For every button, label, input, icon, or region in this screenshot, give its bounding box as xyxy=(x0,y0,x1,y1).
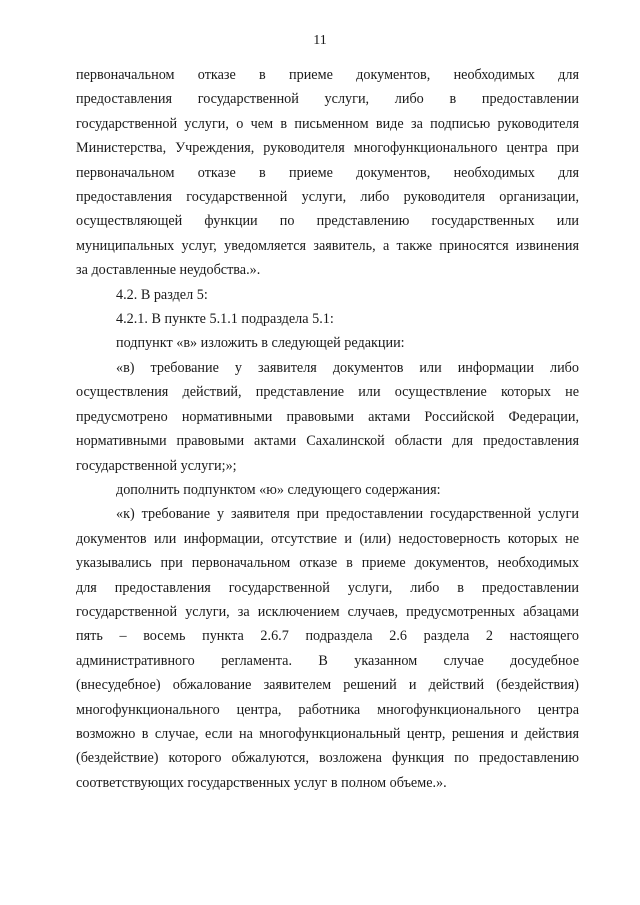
text-line: подпункт «в» изложить в следующей редакции: xyxy=(116,335,405,352)
text-line: административного регламента. В указанном случае досудебное xyxy=(76,652,579,669)
text-line: государственной услуги;»; xyxy=(76,457,237,474)
text-line: предоставления государственной услуги, либо в предоставлении xyxy=(76,91,579,108)
text-line: предоставления государственной услуги, либо руководителя организации, xyxy=(76,189,579,206)
text-line: государственной услуги, за исключением случаев, предусмотренных абзацами xyxy=(76,603,579,620)
text-line: осуществления действий, представление или осуществление которых не xyxy=(76,384,579,401)
text-line: первоначальном отказе в приеме документов, необходимых для xyxy=(76,164,579,181)
text-line: дополнить подпунктом «ю» следующего содержания: xyxy=(116,481,441,498)
text-line: государственной услуги, о чем в письменном виде за подписью руководителя xyxy=(76,115,579,132)
document-body xyxy=(76,63,579,795)
text-line: (бездействие) которого обжалуются, возложена функция по предоставлению xyxy=(76,750,579,767)
text-line: соответствующих государственных услуг в полном объеме.». xyxy=(76,774,447,791)
text-line: для предоставления государственной услуги, либо в предоставлении xyxy=(76,579,579,596)
text-line: за доставленные неудобства.». xyxy=(76,262,261,279)
text-line: осуществляющей функции по представлению государственных или xyxy=(76,213,579,230)
text-line: муниципальных услуг, уведомляется заявитель, а также приносятся извинения xyxy=(76,237,579,254)
text-line: 4.2.1. В пункте 5.1.1 подраздела 5.1: xyxy=(116,311,334,328)
text-line: возможно в случае, если на многофункциональный центр, решения и действия xyxy=(76,725,579,742)
text-line: документов или информации, отсутствие и (или) недостоверность которых не xyxy=(76,530,579,547)
text-line: «к) требование у заявителя при предоставлении государственной услуги xyxy=(116,506,579,523)
text-line: (внесудебное) обжалование заявителем решений и действий (бездействия) xyxy=(76,677,579,694)
text-line: Министерства, Учреждения, руководителя многофункционального центра при xyxy=(76,140,579,157)
text-line: 4.2. В раздел 5: xyxy=(116,286,208,303)
text-line: пять – восемь пункта 2.6.7 подраздела 2.6 раздела 2 настоящего xyxy=(76,628,579,645)
page-number: 11 xyxy=(313,33,327,48)
text-line: «в) требование у заявителя документов или информации либо xyxy=(116,359,579,376)
text-line: предусмотрено нормативными правовыми актами Российской Федерации, xyxy=(76,408,579,425)
text-line: многофункционального центра, работника многофункционального центра xyxy=(76,701,579,718)
text-line: нормативными правовыми актами Сахалинской области для предоставления xyxy=(76,433,579,450)
text-line: первоначальном отказе в приеме документов, необходимых для xyxy=(76,67,579,83)
text-line: указывались при первоначальном отказе в приеме документов, необходимых xyxy=(76,555,579,572)
